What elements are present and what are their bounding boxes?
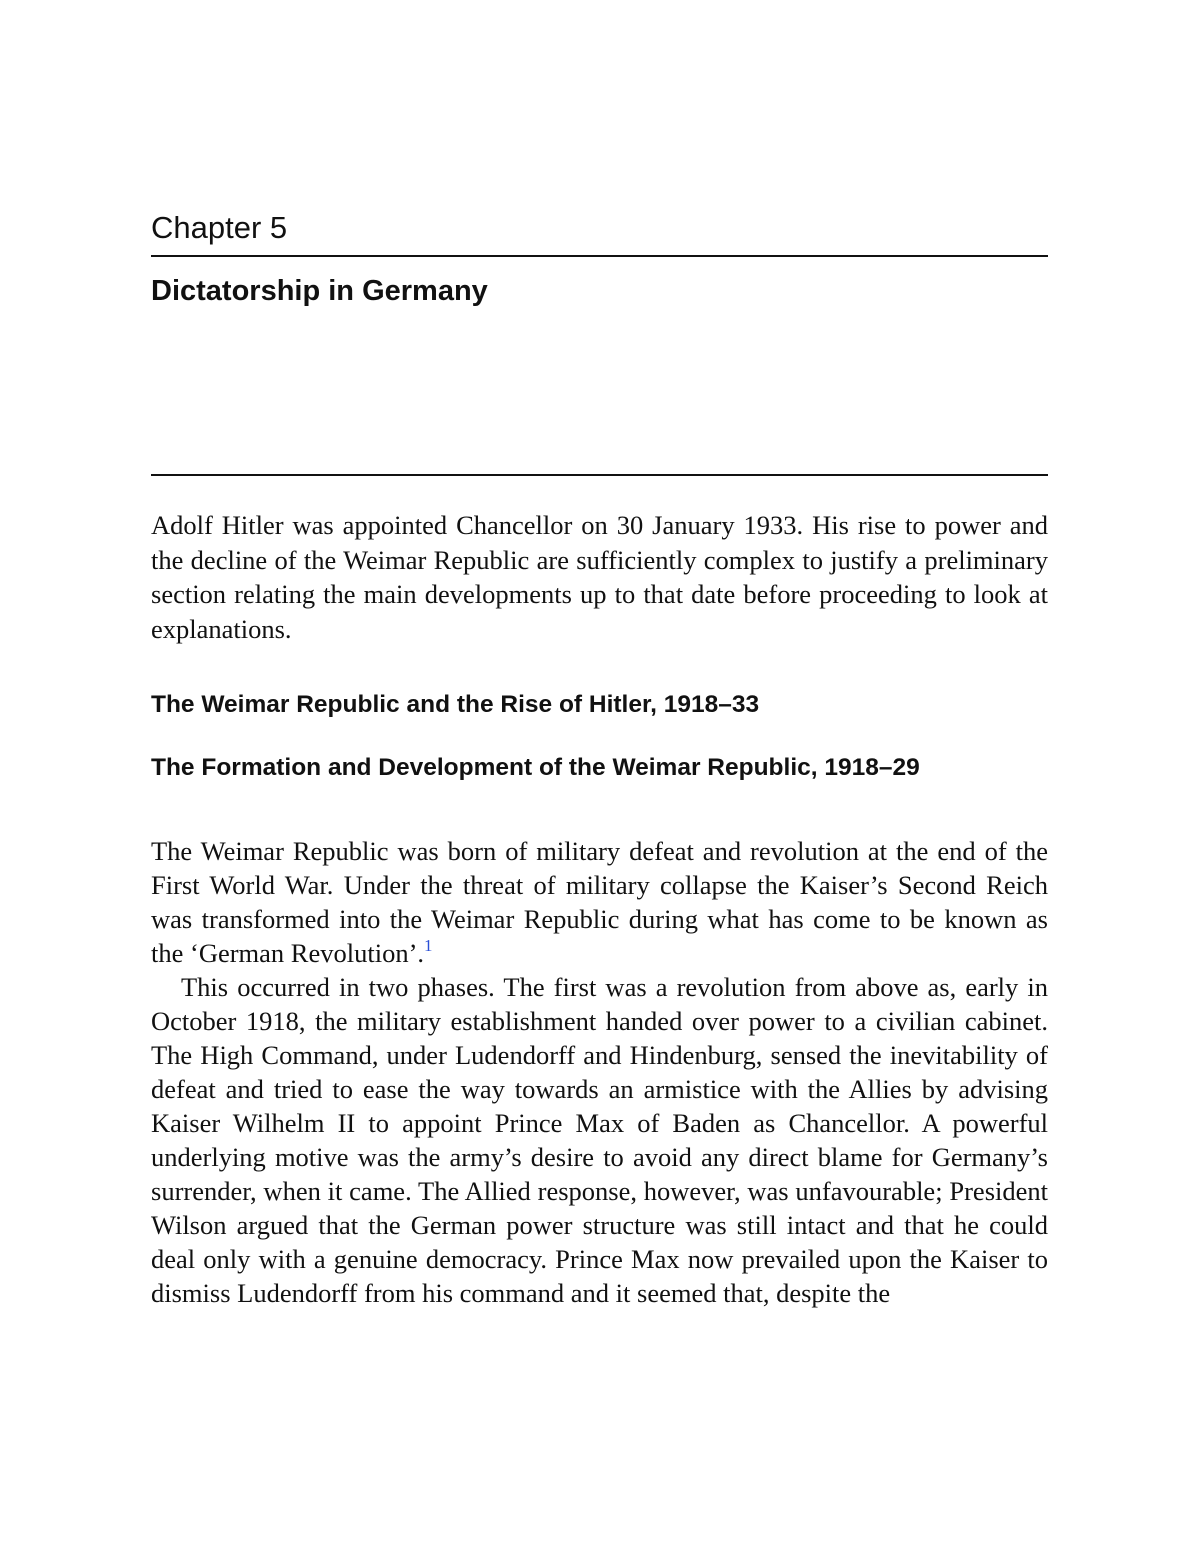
subsection-heading: The Formation and Development of the Weimar Republic, 1918–29	[151, 754, 920, 781]
section-heading: The Weimar Republic and the Rise of Hitler, 1918–33	[151, 691, 760, 718]
document-page	[151, 0, 1048, 1553]
chapter-number: Chapter 5	[151, 210, 288, 245]
chapter-bottom-rule	[151, 474, 1048, 476]
chapter-title: Dictatorship in Germany	[151, 275, 488, 307]
intro-paragraph: Adolf Hitler was appointed Chancellor on 30 January 1933. His rise to power and the decline of the Weimar Republic are sufficiently complex to justify a preliminary section relating the main developments up to that date before proceeding to look at explanations.	[151, 510, 1048, 644]
body-paragraph-1	[151, 834, 1048, 970]
body-paragraph-1-text: The Weimar Republic was born of military defeat and revolution at the end of the First World War. Under the threat of military collapse the Kaiser’s Second Reich was transformed into the Weimar Republic during what has come to be known as the ‘German Revolution’.	[151, 836, 1048, 968]
body-paragraph-2: This occurred in two phases. The first was a revolution from above as, early in October 1918, the military establishment handed over power to a civilian cabinet. The High Command, under Ludendorff and Hindenburg, sensed the inevitability of defeat and tried to ease the way towards an armistice with the Allies by advising Kaiser Wilhelm II to appoint Prince Max of Baden as Chancellor. A powerful underlying motive was the army’s desire to avoid any direct blame for Germany’s surrender, when it came. The Allied response, however, was unfavourable; President Wilson argued that the German power structure was still intact and that he could deal only with a genuine democracy. Prince Max now prevailed upon the Kaiser to dismiss Ludendorff from his command and it seemed that, despite the	[151, 972, 1048, 1308]
footnote-reference[interactable]: 1	[424, 936, 433, 955]
chapter-top-rule	[151, 255, 1048, 257]
body-text	[151, 834, 1048, 1310]
